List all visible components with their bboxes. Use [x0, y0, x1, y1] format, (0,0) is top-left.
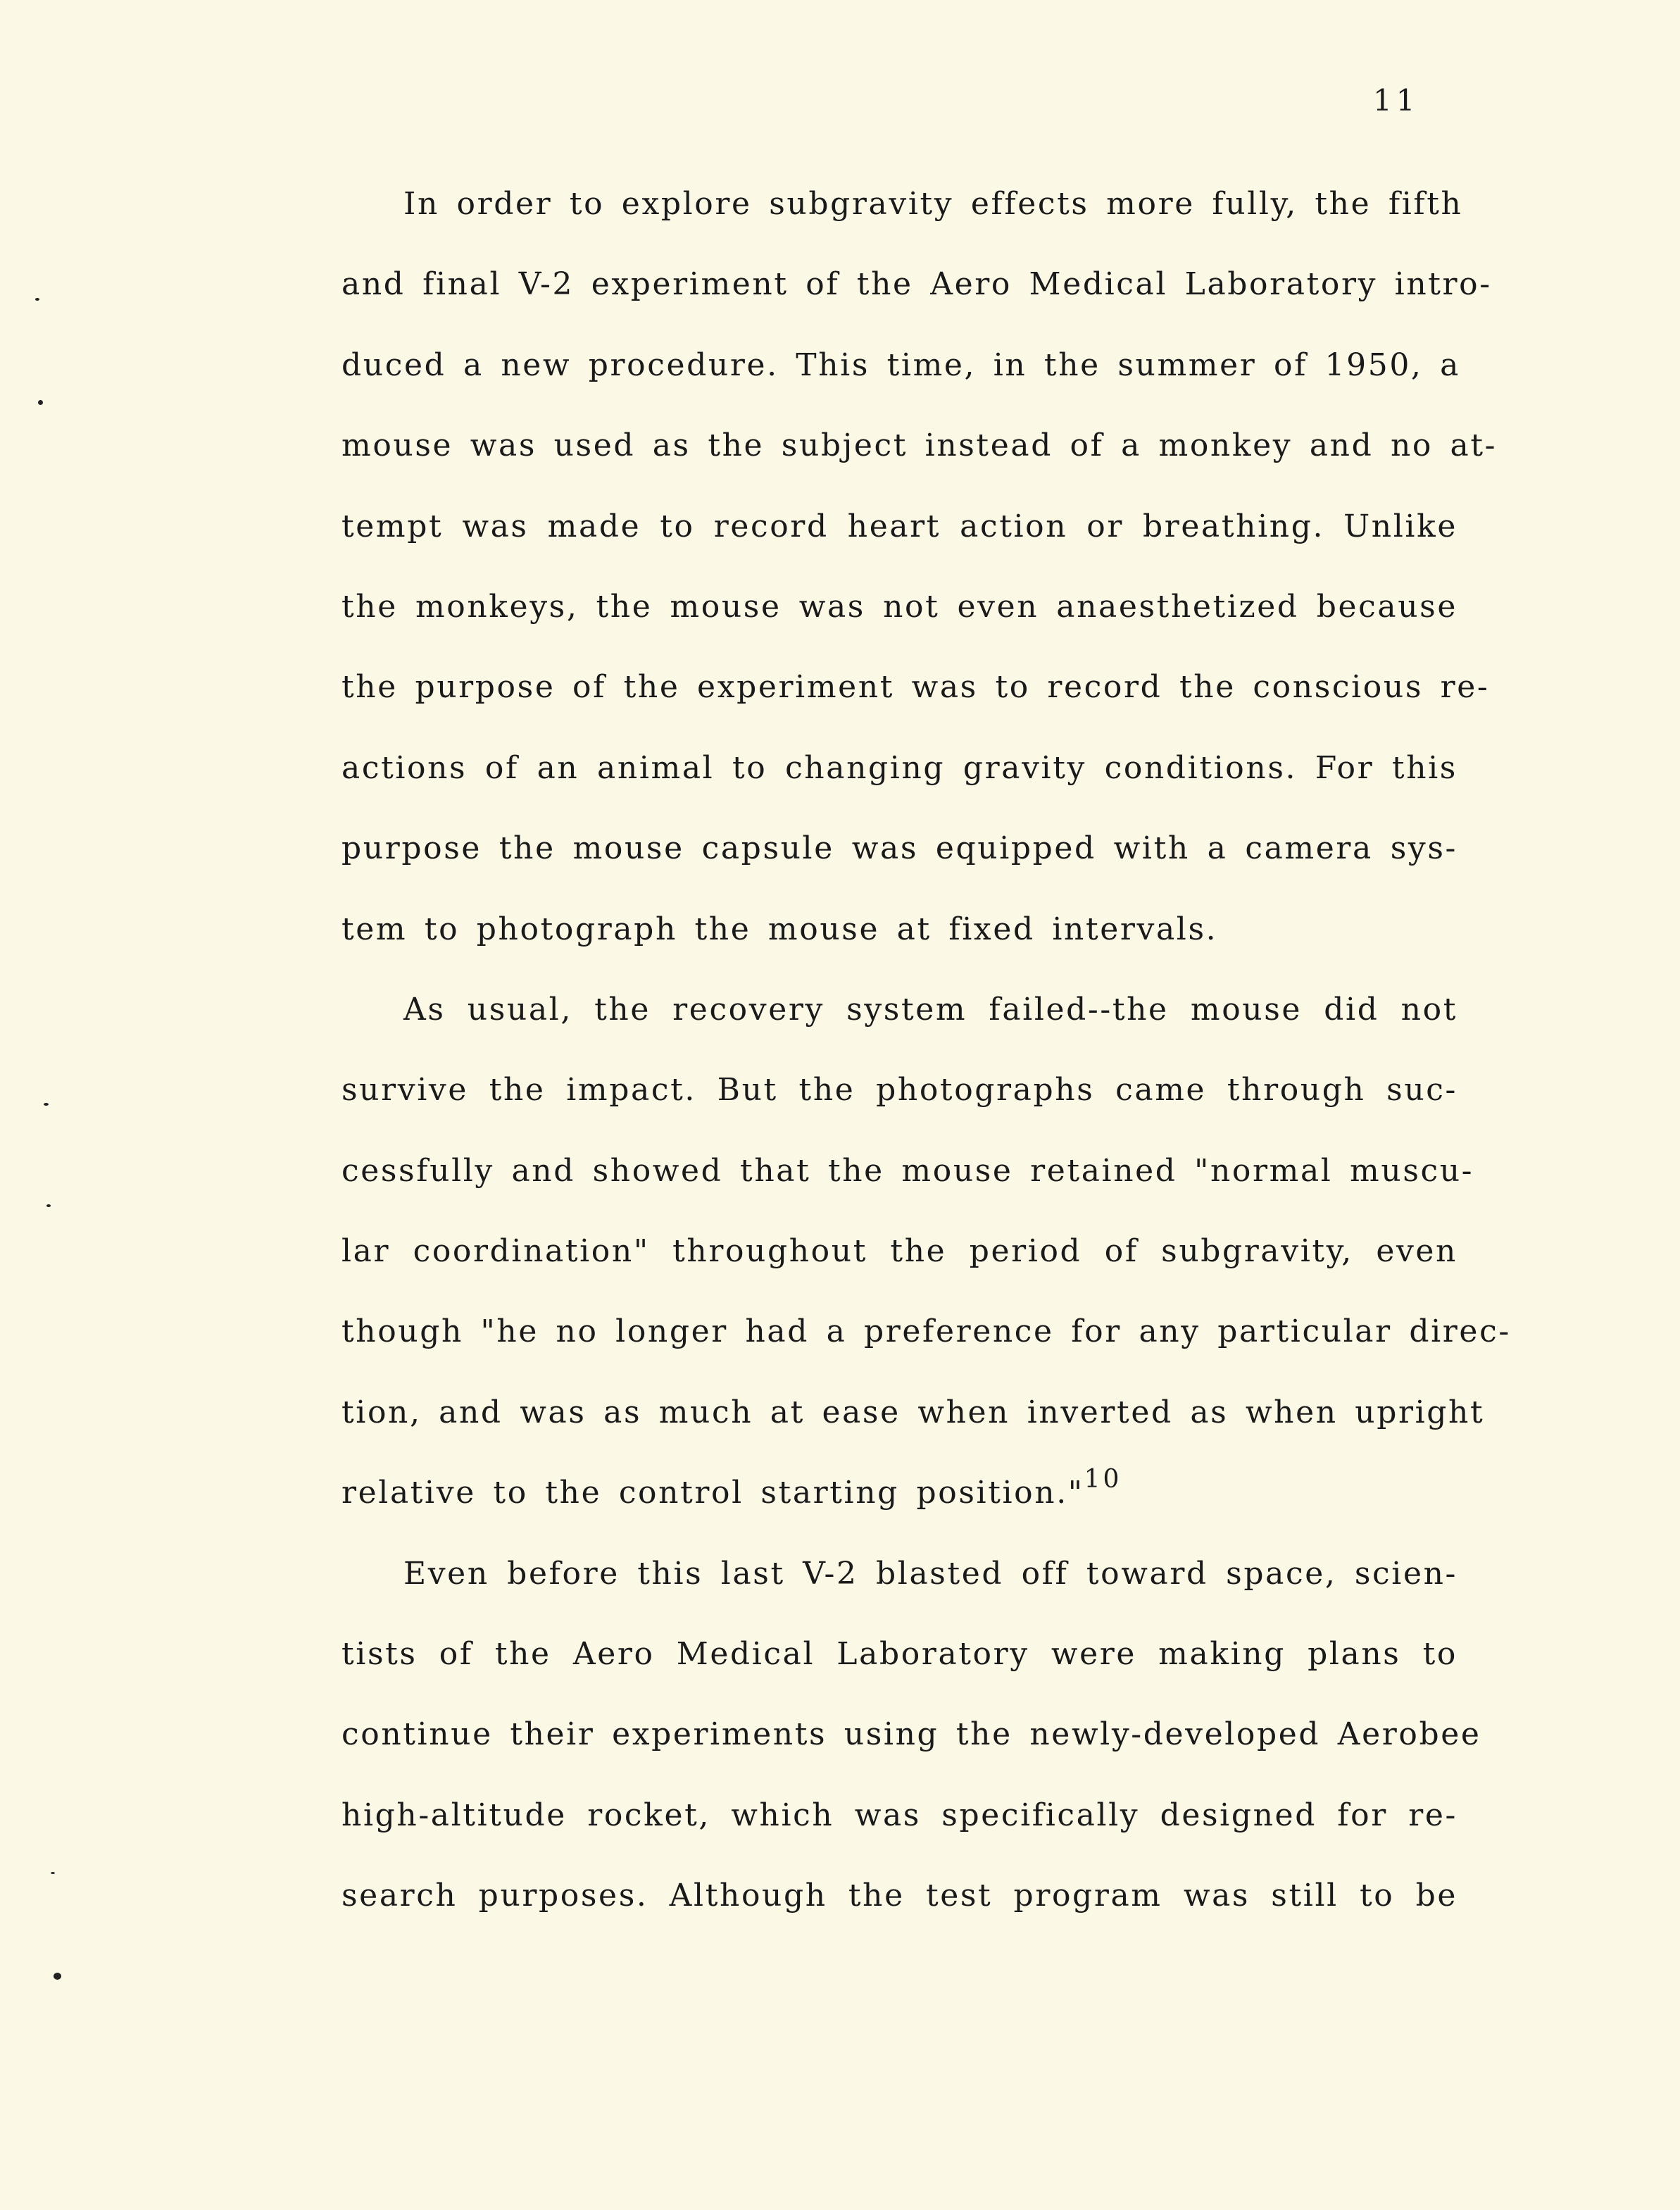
scan-speck: [35, 298, 39, 301]
scan-speck: [51, 1872, 55, 1874]
paragraph-3: [341, 1542, 1481, 1945]
body-text: [341, 173, 1511, 1945]
text-line: continue their experiments using the newly-developed Aerobee: [341, 1716, 1481, 1753]
text-line: tem to photograph the mouse at fixed intervals.: [341, 911, 1218, 947]
text-line: tists of the Aero Medical Laboratory were making plans to: [341, 1636, 1458, 1673]
paragraph-2: [341, 978, 1511, 1542]
text-line: In order to explore subgravity effects more fully, the fifth: [403, 186, 1463, 222]
text-line: tempt was made to record heart action or breathing. Unlike: [341, 508, 1458, 544]
text-line: mouse was used as the subject instead of a monkey and no at-: [341, 427, 1498, 464]
footnote-reference: 10: [1084, 1465, 1122, 1494]
scan-speck: [44, 1103, 49, 1106]
text-line: duced a new procedure. This time, in the summer of 1950, a: [341, 347, 1460, 383]
text-line: the purpose of the experiment was to record the conscious re-: [341, 669, 1490, 706]
text-line: tion, and was as much at ease when inverted as when upright: [341, 1394, 1485, 1430]
text-line: cessfully and showed that the mouse retained "normal muscu-: [341, 1152, 1474, 1189]
scan-speck: [46, 1204, 51, 1207]
scan-speck: [38, 400, 43, 405]
paragraph-1: [341, 173, 1498, 978]
scan-speck: [54, 1973, 61, 1980]
text-line: actions of an animal to changing gravity conditions. For this: [341, 749, 1458, 786]
text-line: and final V-2 experiment of the Aero Medical Laboratory intro-: [341, 266, 1492, 303]
text-line: [341, 1461, 1458, 1542]
page-number: 11: [1373, 83, 1419, 118]
text-line: survive the impact. But the photographs came through suc-: [341, 1072, 1458, 1109]
text-line: As usual, the recovery system failed--the mouse did not: [403, 991, 1458, 1028]
text-line: though "he no longer had a preference for any particular direc-: [341, 1313, 1511, 1350]
text-line: Even before this last V-2 blasted off toward space, scien-: [403, 1555, 1458, 1592]
text-line: high-altitude rocket, which was specifically designed for re-: [341, 1797, 1458, 1833]
text-line: the monkeys, the mouse was not even anaesthetized because: [341, 588, 1458, 625]
text-line: purpose the mouse capsule was equipped with a camera sys-: [341, 830, 1458, 867]
text-line-content: relative to the control starting position.": [341, 1475, 1084, 1511]
text-line: search purposes. Although the test program was still to be: [341, 1878, 1458, 1914]
text-line: lar coordination" throughout the period of subgravity, even: [341, 1233, 1458, 1270]
